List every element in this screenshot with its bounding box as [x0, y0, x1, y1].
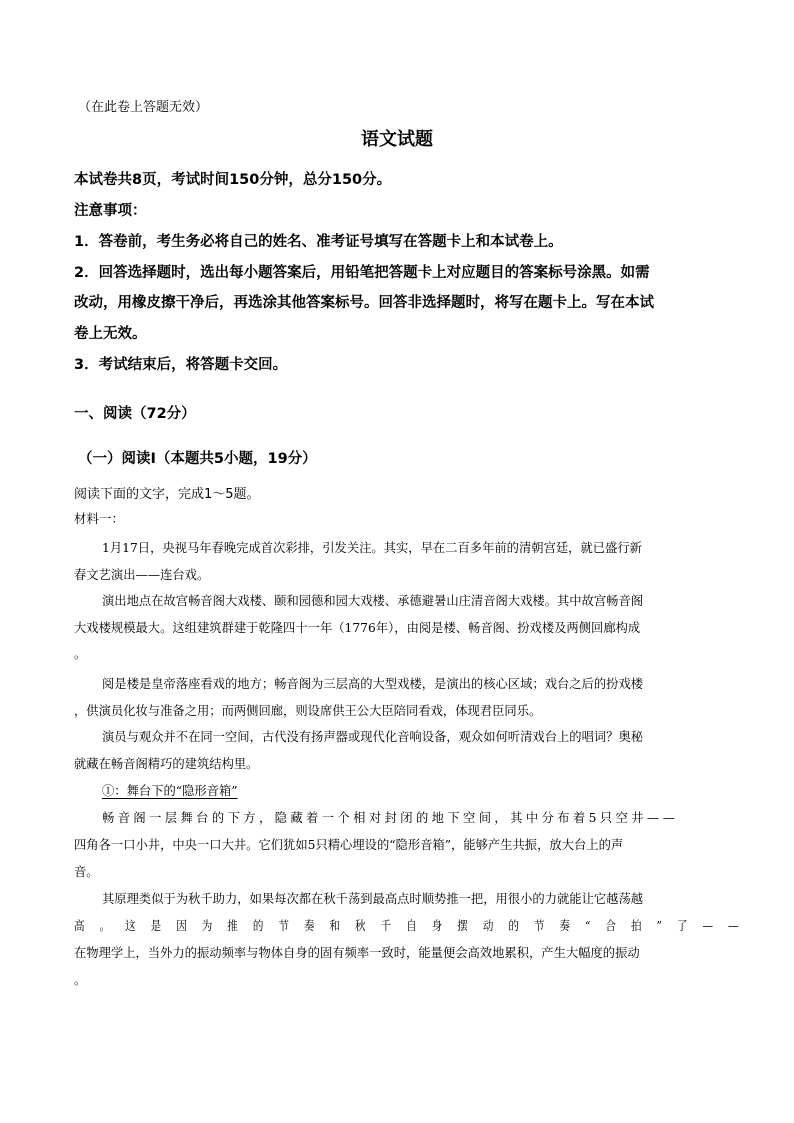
passage-p5-line-1: 畅音阁一层舞台的下方，隐藏着一个相对封闭的地下空间，其中分布着5只空井——: [102, 811, 679, 825]
passage-p3-line-1: 阅是楼是皇帝落座看戏的地方；畅音阁为三层高的大型戏楼，是演出的核心区域；戏台之后的扮戏楼: [102, 677, 644, 691]
passage-p6-line-3: 在物理学上，当外力的振动频率与物体自身的固有频率一致时，能量便会高效地累积，产生大幅度的振动: [74, 946, 640, 960]
passage-p2-line-1: 演出地点在故宫畅音阁大戏楼、颐和园德和园大戏楼、承德避暑山庄清音阁大戏楼。其中故宫畅音阁: [102, 594, 644, 608]
passage-p1-line-1: 1月17日，央视马年春晚完成首次彩排，引发关注。其实，早在二百多年前的清朝宫廷，就已盛行新: [102, 541, 642, 555]
passage-p4-line-1: 演员与观众并不在同一空间，古代没有扬声器或现代化音响设备，观众如何听清戏台上的唱词？奥秘: [102, 730, 644, 744]
passage-p2-line-3: 。: [74, 647, 87, 661]
passage-p3-line-2: ，供演员化妆与准备之用；而两侧回廊，则设席供王公大臣陪同看戏，体现君臣同乐。: [74, 704, 542, 718]
section-heading: 一、阅读（72分）: [74, 406, 196, 422]
passage-p5-line-3: 音。: [74, 865, 99, 879]
passage-p4-line-2: 就藏在畅音阁精巧的建筑结构里。: [74, 757, 259, 771]
reading-prompt: 阅读下面的文字，完成1～5题。: [74, 487, 260, 502]
instruction-item-2-line-3: 卷上无效。: [74, 326, 147, 342]
material-label: 材料一：: [74, 511, 125, 526]
passage-p2-line-2: 大戏楼规模最大。这组建筑群建于乾隆四十一年（1776年），由阅是楼、畅音阁、扮戏楼及两侧回廊构成: [74, 621, 641, 635]
part-heading: （一）阅读Ⅰ（本题共5小题，19分）: [78, 451, 317, 467]
passage-p6-line-1: 其原理类似于为秋千助力，如果每次都在秋千荡到最高点时顺势推一把，用很小的力就能让它越荡越: [102, 892, 644, 906]
exam-summary: 本试卷共8页，考试时间150分钟，总分150分。: [74, 172, 392, 188]
instruction-item-3: 3．考试结束后，将答题卡交回。: [74, 357, 288, 373]
invalid-answer-notice: （在此卷上答题无效）: [78, 100, 209, 115]
instructions-heading: 注意事项：: [74, 203, 147, 219]
page-title: 语文试题: [361, 129, 433, 150]
passage-p5-line-2: 四角各一口小井，中央一口大井。它们犹如5只精心埋设的“隐形音箱”，能够产生共振，放大台上的声: [74, 838, 624, 852]
passage-p6-line-2: 高。这是因为推的节奏和秋千自身摆动的节奏“合拍”了——: [74, 919, 754, 933]
sub-heading-hidden-speakers: ①：舞台下的“隐形音箱”: [102, 784, 238, 798]
instruction-item-1: 1．答卷前，考生务必将自己的姓名、准考证号填写在答题卡上和本试卷上。: [74, 234, 563, 250]
passage-p6-line-4: 。: [74, 973, 87, 987]
passage-p1-line-2: 春文艺演出——连台戏。: [74, 568, 210, 582]
instruction-item-2-line-2: 改动，用橡皮擦干净后，再选涂其他答案标号。回答非选择题时，将写在题卡上。写在本试: [74, 295, 654, 311]
instruction-item-2-line-1: 2．回答选择题时，选出每小题答案后，用铅笔把答题卡上对应题目的答案标号涂黑。如需: [74, 265, 650, 281]
